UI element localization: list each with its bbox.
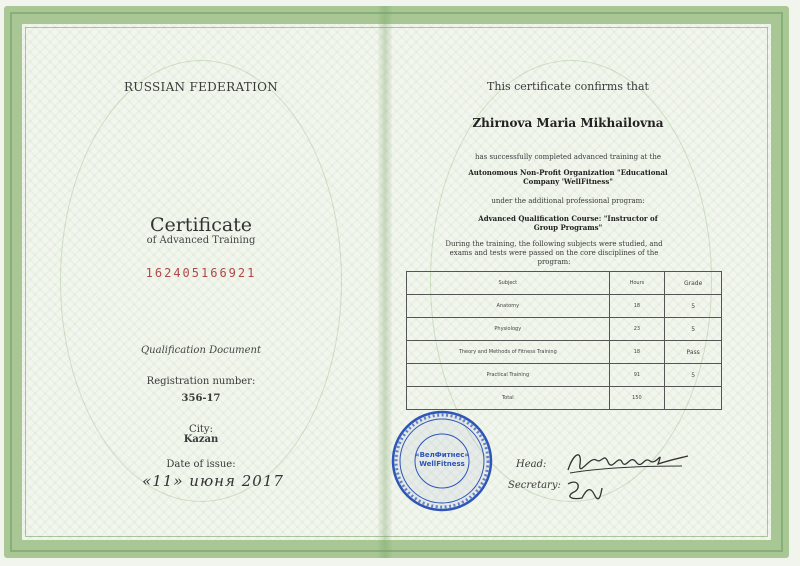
subject-cell: Theory and Methods of Fitness Training bbox=[407, 341, 610, 364]
table-row bbox=[407, 295, 722, 318]
serial-number: 162405166921 bbox=[145, 266, 257, 280]
hours-cell: 18 bbox=[609, 295, 665, 318]
city-value: Kazan bbox=[183, 434, 219, 445]
grade-cell: 5 bbox=[665, 318, 722, 341]
hours-cell: 23 bbox=[609, 318, 665, 341]
hours-cell: 150 bbox=[609, 387, 665, 410]
header-hours: Hours bbox=[609, 272, 665, 295]
head-signature bbox=[560, 446, 690, 478]
grade-cell bbox=[665, 387, 722, 410]
header-grade: Grade bbox=[665, 272, 722, 295]
hours-cell: 91 bbox=[609, 364, 665, 387]
table-row bbox=[407, 341, 722, 364]
grade-cell: Pass bbox=[665, 341, 722, 364]
during-training-text: During the training, the following subjects were studied, and exams and tests were passed on the core disciplines of the program: bbox=[445, 240, 663, 266]
country-label: RUSSIAN FEDERATION bbox=[123, 80, 279, 94]
grade-cell: 5 bbox=[665, 295, 722, 318]
hours-cell: 18 bbox=[609, 341, 665, 364]
grade-cell: 5 bbox=[665, 364, 722, 387]
secretary-label: Secretary: bbox=[508, 480, 561, 491]
date-value: «11» июня 2017 bbox=[142, 472, 284, 490]
holder-name: Zhirnova Maria Mikhailovna bbox=[472, 116, 664, 130]
subject-cell: Total bbox=[407, 387, 610, 410]
subject-cell: Practical Training bbox=[407, 364, 610, 387]
svg-text:«ВелФитнес»: «ВелФитнес» bbox=[415, 451, 469, 459]
registration-value: 356-17 bbox=[181, 393, 221, 404]
svg-text:WellFitness: WellFitness bbox=[419, 460, 465, 468]
organization-seal-stamp bbox=[390, 409, 494, 513]
table-row bbox=[407, 364, 722, 387]
registration-label: Registration number: bbox=[146, 376, 256, 387]
city-label: City: bbox=[189, 424, 213, 435]
document-type: Qualification Document bbox=[140, 345, 262, 356]
subjects-table bbox=[406, 271, 722, 410]
head-label: Head: bbox=[516, 459, 547, 470]
header-subject: Subject bbox=[407, 272, 610, 295]
organization-name: Autonomous Non-Profit Organization "Educational Company 'WellFitness" bbox=[468, 168, 668, 186]
completed-text: has successfully completed advanced training at the bbox=[474, 153, 662, 161]
certificate-subtitle: of Advanced Training bbox=[146, 235, 256, 246]
certificate-title: Certificate bbox=[149, 214, 253, 236]
table-total-row bbox=[407, 387, 722, 410]
table-header-row bbox=[407, 272, 722, 295]
confirms-text: This certificate confirms that bbox=[487, 80, 649, 93]
under-program-text: under the additional professional program: bbox=[491, 197, 645, 205]
table-row bbox=[407, 318, 722, 341]
date-label: Date of issue: bbox=[166, 459, 236, 470]
subject-cell: Physiology bbox=[407, 318, 610, 341]
subject-cell: Anatomy bbox=[407, 295, 610, 318]
secretary-signature bbox=[564, 478, 604, 504]
program-name: Advanced Qualification Course: "Instructor of Group Programs" bbox=[478, 214, 658, 232]
